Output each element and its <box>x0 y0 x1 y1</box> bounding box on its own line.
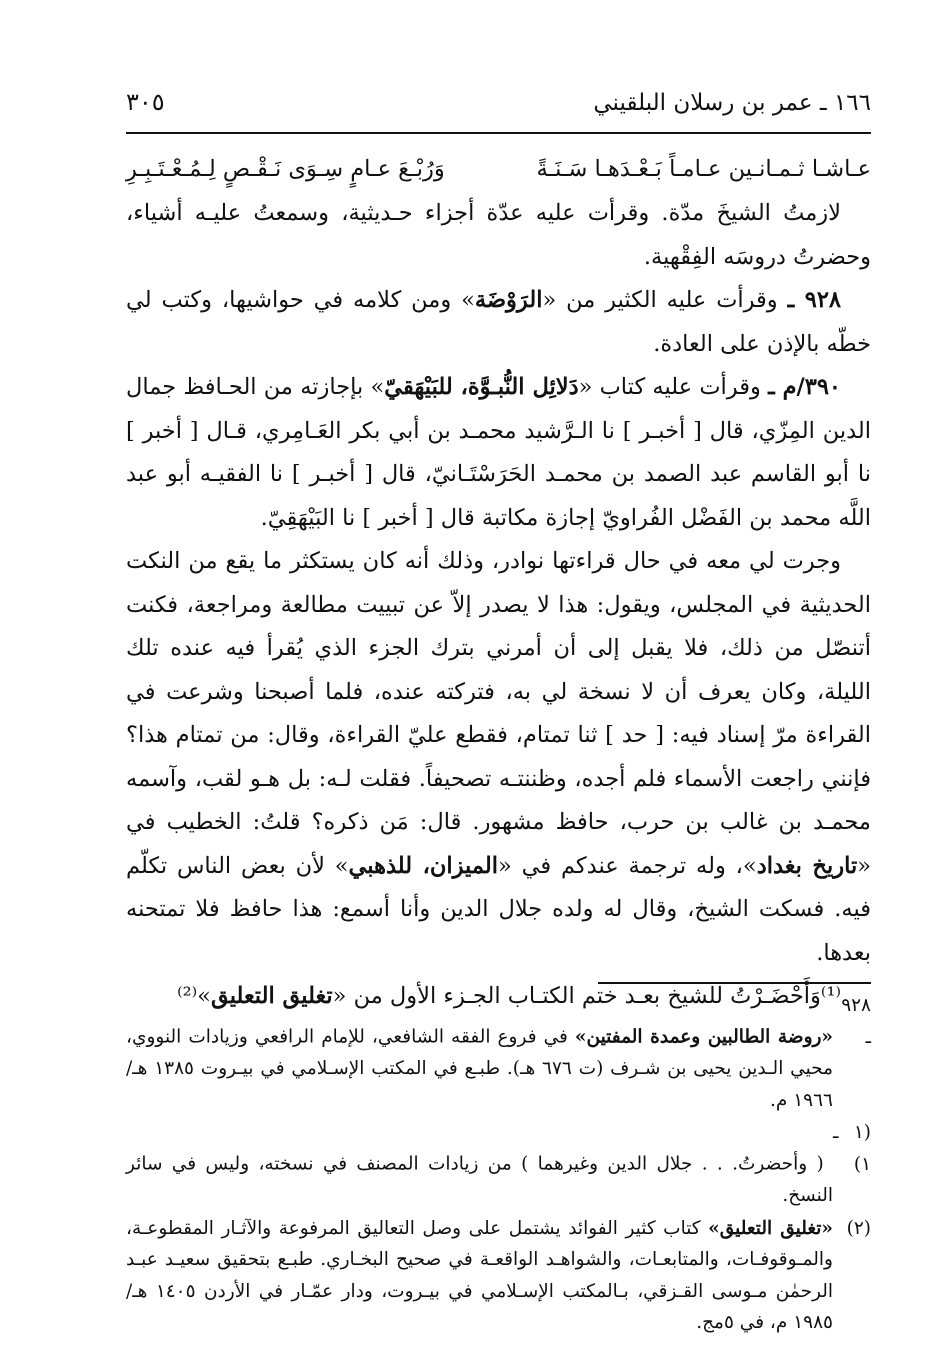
header-divider <box>126 132 871 134</box>
main-text <box>126 148 871 1019</box>
verse-second-hemistich: وَرُبْـعَ عـامٍ سِـوَى نَـقْـصٍ لِـمُـعْـتَـبِـرِ <box>126 156 445 182</box>
anecdote-mid: »، وله ترجمة عندكم في « <box>497 852 757 879</box>
footnote-title: «تغليق التعليق» <box>708 1217 833 1239</box>
book-title-dalail: دَلائِل النُّبـوَّة، للبَيْهَقيّ <box>384 374 579 400</box>
footnote-1-1 <box>126 1117 871 1212</box>
footnote-928 <box>126 990 871 1116</box>
paragraph-928 <box>126 279 871 366</box>
paragraph-390m-post: » بإجازته من الحـافظ جمال الدين المِزّي، قال [ أخبـر ] نا الـرَّشيد محمـد بن أبي بكر العَـامِري، قـال [ أخبر ] نا أبو القاسم عبد الصمد بن محمـد الحَرَسْتَـانيّ، قال [ أخبـر ] نا الفقيـه أبو عبد اللَّه محمد بن الفَضْل الفُراويّ إجازة مكاتبة قال [ أخبر ] نا البَيْهَقِيّ. <box>126 374 871 531</box>
book-title-rawda: الرَوْضَة <box>474 287 543 313</box>
footnote-number: (٢) <box>846 1217 871 1239</box>
anecdote-post: » لأن بعض الناس تكلّم فيه. فسكت الشيخ، وقال له ولده جلال الدين وأنا أسمع: هذا حافظ فلا تمتحنه بعدها. <box>126 852 871 966</box>
verse-first-hemistich: عـاشـا ثـمـانـين عـامـاً بَـعْـدَهـا سَـنَـةً <box>536 156 871 182</box>
page-number: ٣٠٥ <box>126 88 165 116</box>
paragraph-anecdote <box>126 540 871 975</box>
taghliq-post: »⁽²⁾ <box>177 983 211 1009</box>
entry-number-928: ٩٢٨ ـ <box>787 287 841 313</box>
paragraph-1 <box>126 192 871 279</box>
footnote-text: في فروع الفقه الشافعي، للإمام الرافعي وزيادات النووي، محيي الـدين يحيى بن شـرف (ت ٦٧٦ هـ). طبـع في المكتب الإسـلامي في بيـروت ١٣٨٥ هـ/١٩٦٦ م. <box>126 1026 834 1111</box>
poem-verse <box>126 148 871 192</box>
page-header <box>126 84 871 124</box>
footnote-divider <box>598 982 871 984</box>
book-title-tarikh-baghdad: تاريخ بغداد <box>756 852 858 879</box>
entry-number-390m: ٣٩٠/م ـ <box>768 374 842 400</box>
footnote-2 <box>126 1213 871 1339</box>
footnote-number: (١ ـ ١) <box>833 1122 871 1175</box>
paragraph-928-post: » ومن كلامه في حواشيها، وكتب لي خطّه بالإذن على العادة. <box>126 287 871 357</box>
book-title-mizan: الميزان، للذهبي <box>348 852 498 879</box>
anecdote-pre: وجرت لي معه في حال قراءتها نوادر، وذلك أنه كان يستكثر ما يقع من النكت الحديثية في المجلس، ويقول: هذا لا يصدر إلاّ عن تبييت مطالعة ومراجعة، فكنت أتنصّل من ذلك، فلا يقبل إلى أن أمرني بترك الجزء الذي يُقرأ فيه عنده تلك الليلة، وكان يعرف أن لا نسخة لي به، فتركته عنده، فلما أصبحنا وشرعت في القراءة مرّ إسناد فيه: [ حد ] ثنا تمتام، فقطع عليّ القراءة، وقال: من تمتام هذا؟ فإنني راجعت الأسماء فلم أجده، وظننتـه تصحيفاً. فقلت لـه: بل هـو لقب، وآسمه محمـد بن غالب بن حرب، حافظ مشهور. قال: مَن ذكره؟ قلتُ: الخطيب في « <box>126 548 871 879</box>
paragraph-390m-pre: وقرأت عليه كتاب « <box>578 374 769 400</box>
footnotes <box>126 990 871 1340</box>
footnote-text: ( وأحضرتُ. . . جلال الدين وغيرهما ) من زيادات المصنف في نسخته، وليس في سائر النسخ. <box>126 1153 833 1206</box>
running-title: ١٦٦ ـ عمر بن رسلان البلقيني <box>593 90 871 116</box>
book-title-taghliq: تغليق التعليق <box>210 983 333 1009</box>
paragraph-390m <box>126 366 871 540</box>
paragraph-1-text: لازمتُ الشيخَ مدّة. وقرأت عليه عدّة أجزاء حـديثية، وسمعتُ عليـه أشياء، وحضرتُ دروسَه الفِقْهية. <box>126 200 871 270</box>
footnote-title: «روضة الطالبين وعمدة المفتين» <box>574 1026 833 1048</box>
footnote-text: كتاب كثير الفوائد يشتمل على وصل التعاليق المرفوعة والآثـار المقطوعـة، والمـوقوفـات، والمتابعـات، والشواهـد الواقعـة في صحيح البخـاري. طبـع بتحقيق سعيـد عبـد الرحمٰن مـوسى القـزقي، بـالمكتب الإسـلامي في بيـروت، ودار عمّـار في الأردن ١٤٠٥ هـ/١٩٨٥ م، في ٥مج. <box>126 1217 834 1333</box>
paragraph-928-pre: وقرأت عليه الكثير من « <box>542 287 788 313</box>
taghliq-pre: ⁽¹⁾وَأَحْضَـرْتُ للشيخ بعـد ختم الكتـاب الجـزء الأول من « <box>332 983 841 1009</box>
footnote-number: ٩٢٨ ـ <box>841 995 871 1048</box>
